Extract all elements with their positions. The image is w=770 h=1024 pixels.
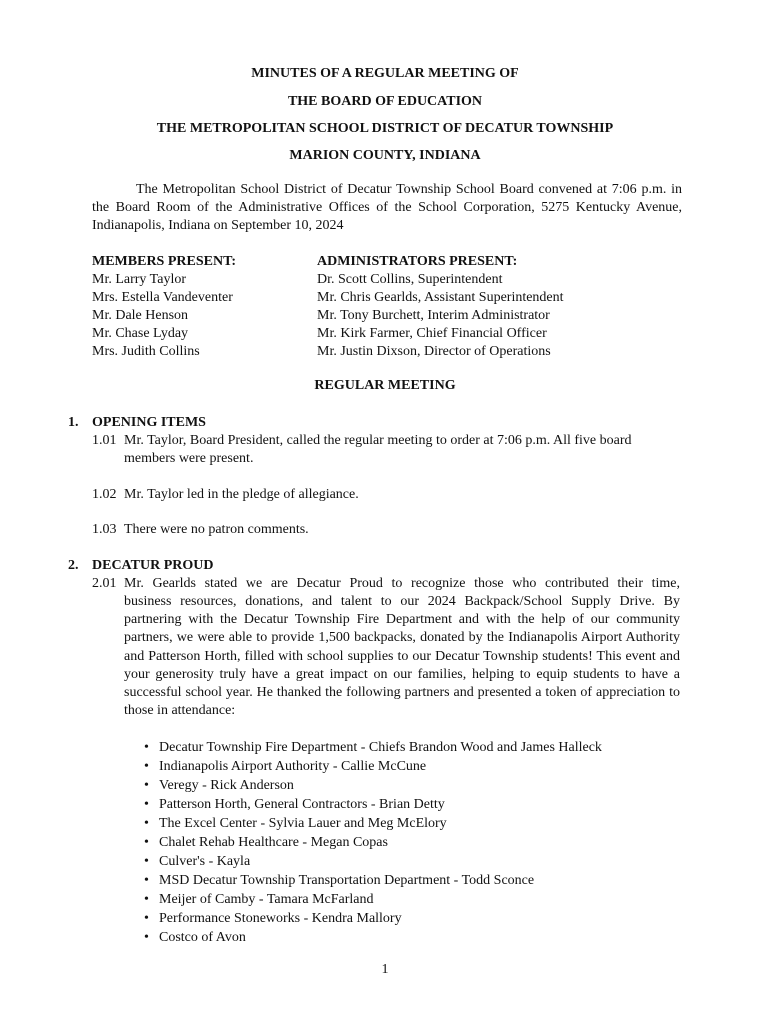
title-line-2: THE BOARD OF EDUCATION	[287, 94, 483, 109]
item-1-02-number: 1.02	[92, 487, 117, 502]
list-item: • Meijer of Camby - Tamara McFarland	[142, 890, 602, 909]
list-item: • Costco of Avon	[142, 928, 602, 947]
item-1-03-text: There were no patron comments.	[124, 522, 309, 537]
intro-paragraph: The Metropolitan School District of Decatur Township School Board convened at 7:06 p.m. in the Board Room of the Administrative Offices of the School Corporation, 5275 Kentucky Avenue, Indianapolis, Indiana on September 10, 2024	[92, 182, 682, 234]
list-item: • The Excel Center - Sylvia Lauer and Meg McElory	[142, 814, 602, 833]
member-name: Mrs. Judith Collins	[92, 344, 200, 359]
title-line-4: MARION COUNTY, INDIANA	[289, 148, 481, 163]
list-item: • Indianapolis Airport Authority - Callie McCune	[142, 757, 602, 776]
item-1-03-number: 1.03	[92, 522, 117, 537]
section-1-title: OPENING ITEMS	[92, 415, 206, 430]
partners-list	[142, 738, 602, 947]
administrator-name: Mr. Justin Dixson, Director of Operations	[317, 344, 551, 359]
item-2-01-number: 2.01	[92, 576, 117, 591]
item-1-01-line-1: Mr. Taylor, Board President, called the regular meeting to order at 7:06 p.m. All five board	[124, 433, 632, 448]
members-heading: MEMBERS PRESENT:	[92, 254, 237, 269]
administrators-present	[317, 253, 564, 361]
administrator-name: Mr. Kirk Farmer, Chief Financial Officer	[317, 326, 547, 341]
list-item: • Chalet Rehab Healthcare - Megan Copas	[142, 833, 602, 852]
page-number: 1	[381, 962, 389, 977]
member-name: Mr. Dale Henson	[92, 308, 189, 323]
member-name: Mr. Larry Taylor	[92, 272, 187, 287]
list-item: • MSD Decatur Township Transportation Department - Todd Sconce	[142, 871, 602, 890]
list-item: • Decatur Township Fire Department - Chiefs Brandon Wood and James Halleck	[142, 738, 602, 757]
members-present	[92, 253, 236, 361]
title-line-1: MINUTES OF A REGULAR MEETING OF	[251, 66, 519, 81]
item-2-01-body: business resources, donations, and talent to our 2024 Backpack/School Supply Drive. By partnering with the Decatur Township Fire Department and with the help of our community partners, we were able to provide 1,500 backpacks, donated by the Indianapolis Airport Authority and Patterson Horth, filled with school supplies to our Decatur Township students! This event and your generosity truly have a great impact on our families, helping to equip students to have a successful school year. He thanked the following partners and presented a token of appreciation to those in attendance:	[124, 594, 680, 719]
item-1-01-number: 1.01	[92, 433, 117, 448]
list-item: • Veregy - Rick Anderson	[142, 776, 602, 795]
administrator-name: Dr. Scott Collins, Superintendent	[317, 272, 503, 287]
section-2-number: 2.	[68, 558, 79, 573]
list-item: • Culver's - Kayla	[142, 852, 602, 871]
title-line-3: THE METROPOLITAN SCHOOL DISTRICT OF DECATUR TOWNSHIP	[156, 121, 614, 136]
administrators-heading: ADMINISTRATORS PRESENT:	[317, 254, 518, 269]
item-1-01-line-2: members were present.	[124, 451, 254, 466]
section-1-number: 1.	[68, 415, 79, 430]
item-1-02-text: Mr. Taylor led in the pledge of allegiance.	[124, 487, 359, 502]
administrator-name: Mr. Tony Burchett, Interim Administrator	[317, 308, 550, 323]
member-name: Mrs. Estella Vandeventer	[92, 290, 233, 305]
list-item: • Patterson Horth, General Contractors - Brian Detty	[142, 795, 602, 814]
member-name: Mr. Chase Lyday	[92, 326, 189, 341]
item-2-01-first-line: Mr. Gearlds stated we are Decatur Proud to recognize those who contributed their time,	[124, 576, 680, 591]
administrator-name: Mr. Chris Gearlds, Assistant Superintendent	[317, 290, 564, 305]
list-item: • Performance Stoneworks - Kendra Mallory	[142, 909, 602, 928]
section-2-title: DECATUR PROUD	[92, 558, 214, 573]
regular-meeting-heading: REGULAR MEETING	[314, 378, 456, 393]
